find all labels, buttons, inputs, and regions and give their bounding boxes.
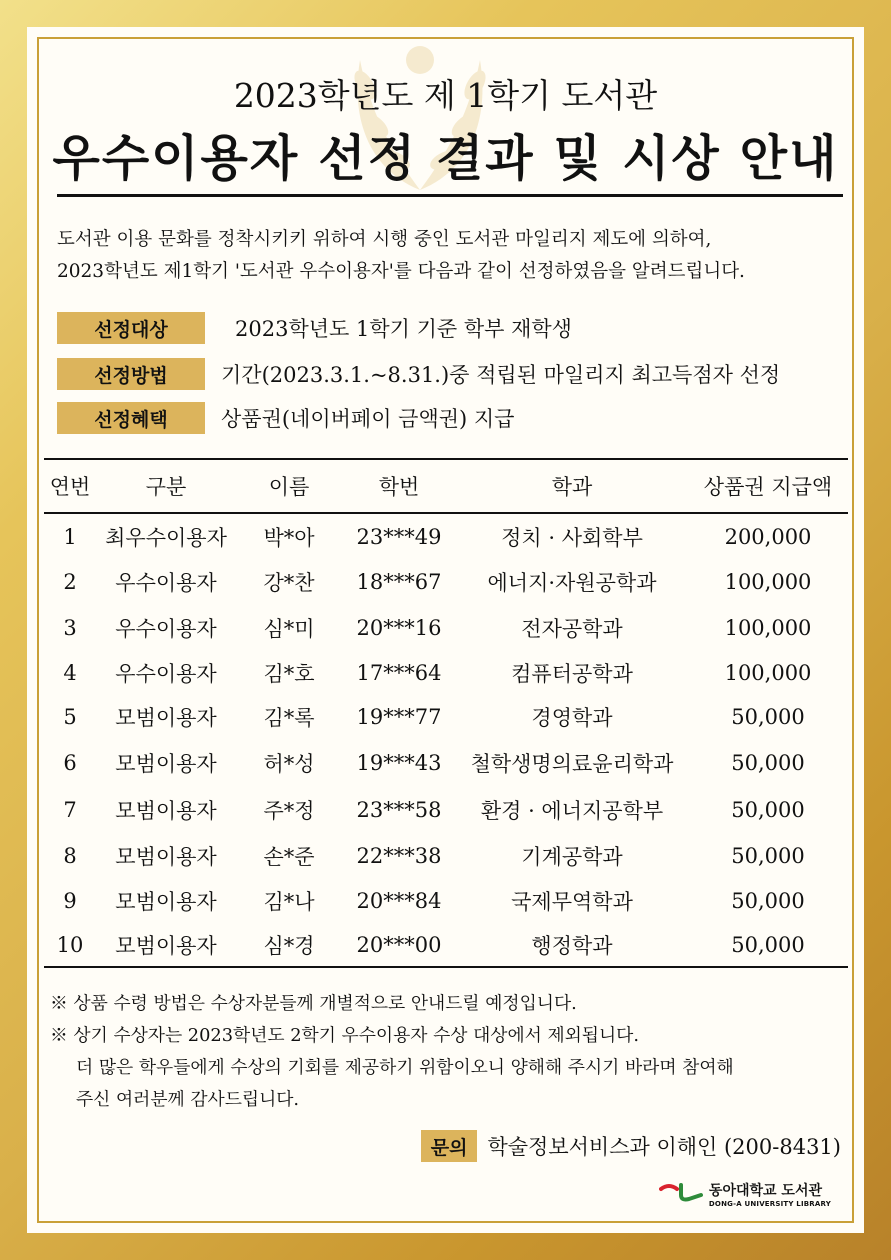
table-cell: 강*찬 <box>263 571 315 595</box>
table-cell: 김*록 <box>263 706 315 730</box>
table-cell: 심*경 <box>236 923 342 967</box>
table-row <box>44 833 848 879</box>
table-cell: 8 <box>63 844 77 868</box>
note-line: 더 많은 학우들에게 수상의 기회를 제공하기 위함이오니 양해해 주시기 바라며 참여해 <box>76 1057 734 1078</box>
table-cell: 3 <box>63 616 77 640</box>
table-row <box>44 787 848 833</box>
note-line: ※ 상기 수상자는 2023학년도 2학기 우수이용자 수상 대상에서 제외됩니다. <box>50 1025 639 1046</box>
table-cell: 환경 · 에너지공학부 <box>480 799 664 823</box>
table-cell: 50,000 <box>688 923 848 967</box>
table-cell: 철학생명의료윤리학과 <box>470 752 674 776</box>
table-cell: 허*성 <box>263 752 315 776</box>
table-cell: 18***67 <box>356 570 442 594</box>
note-line: ※ 상품 수령 방법은 수상자분들께 개별적으로 안내드릴 예정입니다. <box>50 993 577 1014</box>
contact-label: 문의 <box>421 1130 478 1162</box>
table-cell: 2 <box>63 570 77 594</box>
table-cell: 손*준 <box>263 845 315 869</box>
table-cell: 7 <box>63 798 77 822</box>
table-row <box>44 651 848 695</box>
table-row <box>44 513 848 559</box>
header-cell: 학과 <box>456 459 688 513</box>
info-value: 기간(2023.3.1.~8.31.)중 적립된 마일리지 최고득점자 선정 <box>221 363 781 387</box>
table-header-row <box>44 459 848 513</box>
library-logo <box>659 1180 831 1208</box>
table-cell: 19***77 <box>356 705 442 729</box>
contact-text: 학술정보서비스과 이해인 (200-8431) <box>487 1135 841 1159</box>
table-cell: 50,000 <box>731 889 805 913</box>
table-row <box>44 923 848 967</box>
header-cell: 이름 <box>236 459 342 513</box>
table-row <box>44 605 848 651</box>
title-divider <box>57 194 843 197</box>
table-cell: 17***64 <box>356 661 442 685</box>
table-cell: 1 <box>63 524 77 549</box>
table-cell: 20***00 <box>342 923 456 967</box>
table-cell: 10 <box>44 923 96 967</box>
table-cell: 50,000 <box>731 844 805 868</box>
table-cell: 100,000 <box>724 616 812 640</box>
table-cell: 200,000 <box>724 524 812 549</box>
header-cell: 학번 <box>342 459 456 513</box>
intro-line: 2023학년도 제1학기 '도서관 우수이용자'를 다음과 같이 선정하였음을 알려드립니다. <box>57 261 745 282</box>
info-row-method <box>57 358 780 390</box>
table-cell: 23***49 <box>356 524 442 549</box>
info-row-target <box>57 312 572 344</box>
table-cell: 4 <box>63 661 77 685</box>
table-row <box>44 739 848 787</box>
info-row-benefit <box>57 402 514 434</box>
table-cell: 20***16 <box>356 616 442 640</box>
table-cell: 우수이용자 <box>115 662 217 686</box>
table-cell: 20***84 <box>356 889 442 913</box>
info-label: 선정혜택 <box>57 402 205 434</box>
table-cell: 19***43 <box>356 751 442 775</box>
table-cell: 컴퓨터공학과 <box>511 662 633 686</box>
notes-section <box>50 988 850 1116</box>
table-cell: 모범이용자 <box>115 799 217 823</box>
table-cell: 김*나 <box>263 890 315 914</box>
table-cell: 5 <box>63 705 77 729</box>
table-cell: 우수이용자 <box>115 571 217 595</box>
info-value: 상품권(네이버페이 금액권) 지급 <box>221 407 515 431</box>
table-cell: 기계공학과 <box>521 845 623 869</box>
contact-info <box>421 1130 841 1162</box>
table-cell: 심*미 <box>263 617 315 641</box>
table-cell: 50,000 <box>731 751 805 775</box>
table-cell: 23***58 <box>356 798 442 822</box>
table-cell: 박*아 <box>263 525 315 550</box>
table-cell: 주*정 <box>263 799 315 823</box>
info-label: 선정방법 <box>57 358 205 390</box>
header-cell: 상품권 지급액 <box>688 459 848 513</box>
table-cell: 경영학과 <box>531 706 613 730</box>
info-label: 선정대상 <box>57 312 205 344</box>
header-cell: 구분 <box>96 459 236 513</box>
table-cell: 100,000 <box>724 661 812 685</box>
table-cell: 김*호 <box>263 662 315 686</box>
table-cell: 모범이용자 <box>115 845 217 869</box>
table-cell: 정치 · 사회학부 <box>501 525 643 550</box>
table-cell: 50,000 <box>731 798 805 822</box>
intro-line: 도서관 이용 문화를 정착시키키 위하여 시행 중인 도서관 마일리지 제도에 의하여, <box>57 229 712 250</box>
page-subtitle: 2023학년도 제 1학기 도서관 <box>233 76 658 115</box>
table-cell: 모범이용자 <box>96 923 236 967</box>
table-row <box>44 695 848 739</box>
library-logo-icon <box>659 1181 703 1207</box>
note-line: 주신 여러분께 감사드립니다. <box>76 1089 300 1110</box>
intro-paragraph <box>57 224 857 288</box>
table-cell: 에너지·자원공학과 <box>487 571 657 595</box>
info-value: 2023학년도 1학기 기준 학부 재학생 <box>235 317 572 341</box>
table-cell: 행정학과 <box>456 923 688 967</box>
table-cell: 50,000 <box>731 705 805 729</box>
table-cell: 6 <box>63 751 77 775</box>
header-cell: 연번 <box>44 459 96 513</box>
table-cell: 22***38 <box>356 844 442 868</box>
table-cell: 모범이용자 <box>115 706 217 730</box>
page-title: 우수이용자 선정 결과 및 시상 안내 <box>52 130 839 187</box>
table-cell: 모범이용자 <box>115 890 217 914</box>
table-row <box>44 879 848 923</box>
table-cell: 100,000 <box>724 570 812 594</box>
table-cell: 우수이용자 <box>115 617 217 641</box>
table-row <box>44 559 848 605</box>
table-cell: 전자공학과 <box>521 617 623 641</box>
results-table <box>44 458 848 968</box>
table-cell: 국제무역학과 <box>511 890 633 914</box>
table-cell: 9 <box>63 889 77 913</box>
table-cell: 모범이용자 <box>115 752 217 776</box>
logo-name-en: DONG-A UNIVERSITY LIBRARY <box>708 1200 831 1208</box>
logo-name-kr: 동아대학교 도서관 <box>708 1183 822 1199</box>
table-cell: 최우수이용자 <box>105 525 227 550</box>
